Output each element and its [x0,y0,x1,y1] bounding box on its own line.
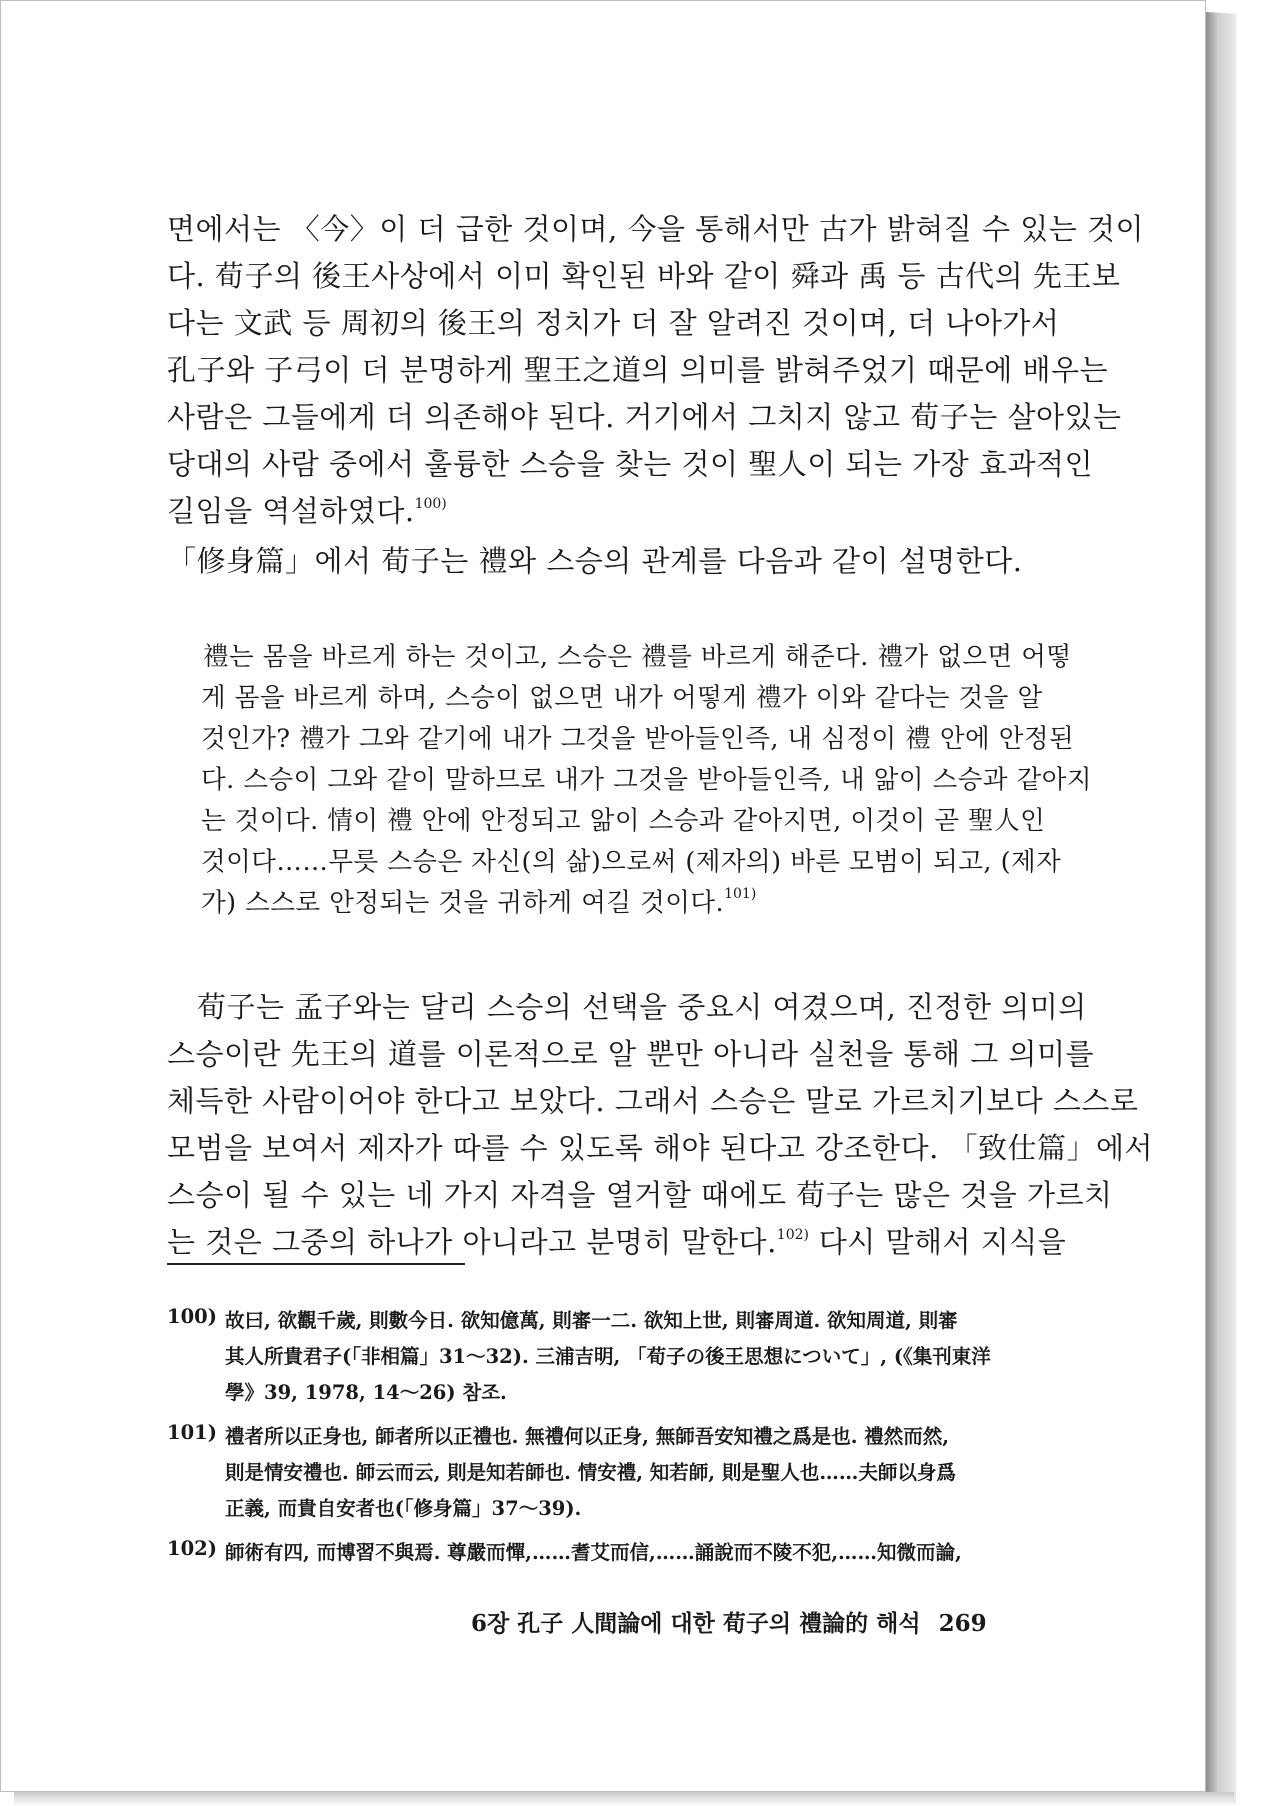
text-line: 사람은 그들에게 더 의존해야 된다. 거기에서 그치지 않고 荀子는 살아있는 [167,400,1122,434]
quote-line [201,883,756,919]
footnote-line: 正義, 而貴自安者也(「修身篇」37～39). [225,1497,582,1520]
footnote-ref-101[interactable]: 101) [724,886,757,902]
text-line: 孔子와 子弓이 더 분명하게 聖王之道의 의미를 밝혀주었기 때문에 배우는 [167,353,1109,387]
text-line: 스승이 될 수 있는 네 가지 자격을 열거할 때에도 荀子는 많은 것을 가르치 [167,1178,1113,1212]
page-number: 269 [938,1610,987,1637]
text-line: 체득한 사람이어야 한다고 보았다. 그래서 스승은 말로 가르치기보다 스스로 [167,1084,1139,1118]
running-footer [471,1605,987,1638]
text-line: 면에서는 〈今〉이 더 급한 것이며, 今을 통해서만 古가 밝혀질 수 있는 것이 [167,212,1144,246]
footnote-number: 101) [167,1421,217,1444]
footnote-ref-102[interactable]: 102) [776,1227,809,1243]
text-line-tail: 다시 말해서 지식을 [808,1225,1067,1259]
quote-line: 것인가? 禮가 그와 같기에 내가 그것을 받아들인즉, 내 심정이 禮 안에 안정된 [201,724,1075,754]
chapter-title: 6장 孔子 人間論에 대한 荀子의 禮論的 해석 [471,1610,921,1637]
page-edge [1206,12,1236,1804]
footnote-line: 學》39, 1978, 14～26) 참조. [225,1381,507,1404]
text-line: 다. 荀子의 後王사상에서 이미 확인된 바와 같이 舜과 禹 등 古代의 先王보 [167,259,1121,293]
quote-line: 禮는 몸을 바르게 하는 것이고, 스승은 禮를 바르게 해준다. 禮가 없으면 어떻 [203,642,1072,672]
text-line: 스승이란 先王의 道를 이론적으로 알 뿐만 아니라 실천을 통해 그 의미를 [167,1037,1095,1071]
text-line-last: 길임을 역설하였다. [167,494,415,528]
footnote-line: 則是情安禮也. 師云而云, 則是知若師也. 情安禮, 知若師, 則是聖人也……夫師以身爲 [225,1461,956,1484]
footnote-line: 故曰, 欲觀千歲, 則數今日. 欲知億萬, 則審一二. 欲知上世, 則審周道. 欲知周道, 則審 [225,1309,958,1332]
text-line: 다는 文武 등 周初의 後王의 정치가 더 잘 알려진 것이며, 더 나아가서 [167,306,1060,340]
footnote-ref-100[interactable]: 100) [414,496,447,512]
footnote-line: 師術有四, 而博習不與焉. 尊嚴而憚,……耆艾而信,……誦說而不陵不犯,……知微而論, [225,1541,962,1564]
quote-line-last: 가) 스스로 안정되는 것을 귀하게 여길 것이다. [201,888,725,918]
text-line [167,489,447,530]
page-shadow [14,1792,1234,1806]
text-line: 당대의 사람 중에서 훌륭한 스승을 찾는 것이 聖人이 되는 가장 효과적인 [167,447,1094,481]
text-line: 「修身篇」에서 荀子는 禮와 스승의 관계를 다음과 같이 설명한다. [167,544,1023,578]
footnote-number: 102) [167,1537,217,1560]
footnote-number: 100) [167,1305,217,1328]
text-line: 荀子는 孟子와는 달리 스승의 선택을 중요시 여겼으며, 진정한 의미의 [197,990,1087,1024]
text-line [167,1220,1066,1261]
quote-line: 게 몸을 바르게 하며, 스승이 없으면 내가 어떻게 禮가 이와 같다는 것을 알 [201,683,1043,713]
footnote-divider [167,1263,465,1265]
quote-line: 는 것이다. 情이 禮 안에 안정되고 앎이 스승과 같아지면, 이것이 곧 聖人인 [201,806,1046,836]
footnote-line: 其人所貴君子(「非相篇」31～32). 三浦吉明, 「荀子の後王思想について」, (《集刊東洋 [225,1345,991,1368]
quote-line: 다. 스승이 그와 같이 말하므로 내가 그것을 받아들인즉, 내 앎이 스승과 같아지 [201,765,1092,795]
footnote-line: 禮者所以正身也, 師者所以正禮也. 無禮何以正身, 無師吾安知禮之爲是也. 禮然而然, [225,1425,950,1448]
text-line: 모범을 보여서 제자가 따를 수 있도록 해야 된다고 강조한다. 「致仕篇」에서 [167,1131,1154,1165]
quote-line: 것이다……무릇 스승은 자신(의 삶)으로써 (제자의) 바른 모범이 되고, (제자 [201,847,1062,877]
text-line-last: 는 것은 그중의 하나가 아니라고 분명히 말한다. [167,1225,777,1259]
